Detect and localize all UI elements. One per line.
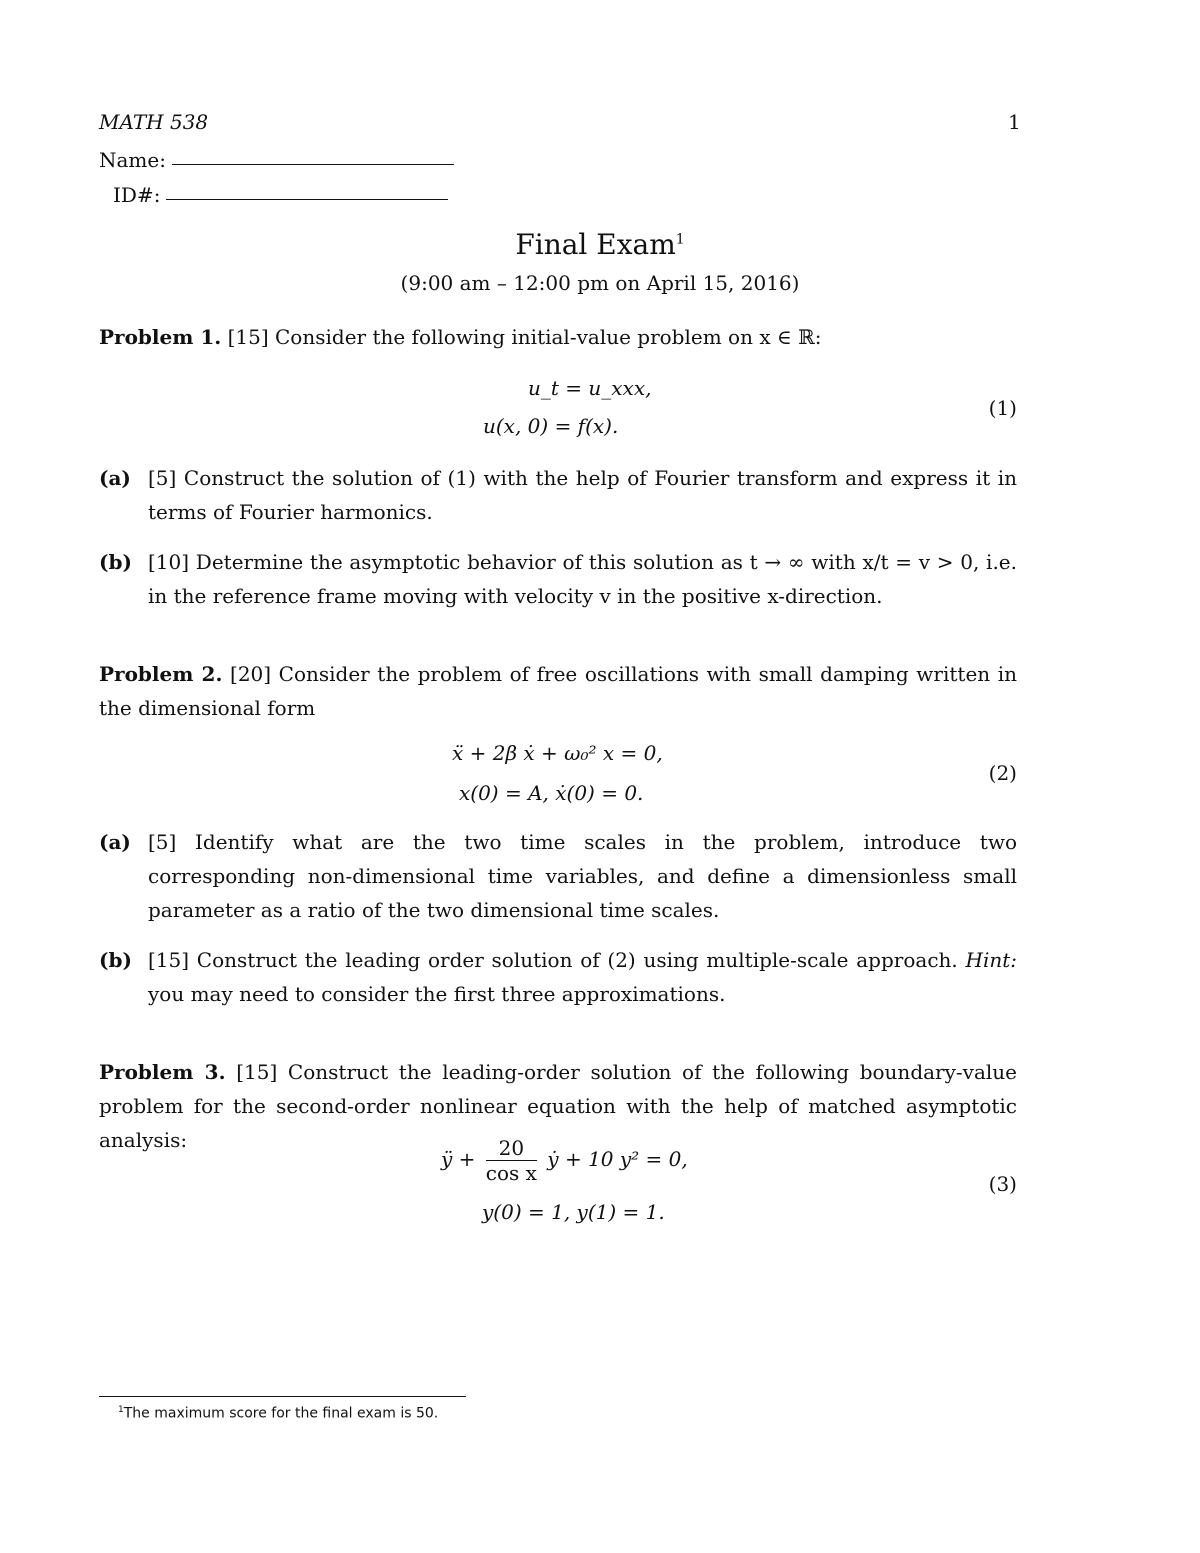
problem-1b-label: (b) <box>99 550 132 574</box>
problem-2a-text: [5] Identify what are the two time scales in the problem, introduce two corresponding non-dimensional time variables, and define a dimensionless small parameter as a ratio of the two dimensional time scales. <box>148 830 1017 922</box>
title-footnote-mark: 1 <box>675 231 685 248</box>
id-field <box>113 183 448 207</box>
problem-1-text: [15] Consider the following initial-value problem on x ∈ ℝ: <box>227 325 822 349</box>
title-text: Final Exam <box>515 228 676 261</box>
problem-2-intro <box>99 657 1017 725</box>
problem-1a-label: (a) <box>99 466 131 490</box>
name-label: Name: <box>99 148 166 172</box>
equation-3-fraction-denominator: cos x <box>485 1161 537 1185</box>
problem-2-heading: Problem 2. <box>99 662 223 686</box>
problem-1b <box>99 545 1017 613</box>
footnote-text: The maximum score for the final exam is 50. <box>123 1405 439 1422</box>
problem-2a <box>99 825 1017 927</box>
name-field <box>99 148 454 172</box>
equation-1-line-2: u(x, 0) = f(x). <box>483 414 619 438</box>
problem-1a-text: [5] Construct the solution of (1) with the help of Fourier transform and express it in terms of Fourier harmonics. <box>148 466 1017 524</box>
problem-1-heading: Problem 1. <box>99 325 222 349</box>
id-label: ID#: <box>113 183 161 207</box>
exam-subtitle: (9:00 am – 12:00 pm on April 15, 2016) <box>400 271 800 295</box>
problem-2b-label: (b) <box>99 948 132 972</box>
page-number: 1 <box>1008 110 1021 134</box>
problem-2b-text: [15] Construct the leading order solution of (2) using multiple-scale approach. <box>148 948 958 972</box>
problem-1a <box>99 461 1017 529</box>
problem-3-heading: Problem 3. <box>99 1060 226 1084</box>
equation-3 <box>0 1132 1200 1232</box>
problem-2a-label: (a) <box>99 830 131 854</box>
footnote-mark: 1 <box>118 1405 124 1415</box>
equation-2 <box>0 741 1200 811</box>
problem-1b-text: [10] Determine the asymptotic behavior of this solution as t → ∞ with x/t = v > 0, i.e. in the reference frame moving with velocity v in the positive x-direction. <box>148 550 1017 608</box>
id-blank-line <box>166 198 448 200</box>
course-header: MATH 538 <box>99 110 209 134</box>
footnote <box>118 1405 438 1422</box>
equation-3-number: (3) <box>988 1172 1017 1196</box>
problem-3-text: [15] Construct the leading-order solution of the following boundary-value problem for the second-order nonlinear equation with the help of matched asymptotic analysis: <box>99 1060 1017 1152</box>
exam-title <box>0 228 1200 261</box>
problem-1-intro <box>99 320 1017 354</box>
equation-3-fraction-numerator: 20 <box>486 1136 537 1161</box>
equation-1-number: (1) <box>988 396 1017 420</box>
equation-3-rhs: ẏ + 10 y² = 0, <box>547 1147 688 1171</box>
problem-2b-hint-label: Hint: <box>965 948 1018 972</box>
equation-3-line-1 <box>441 1136 688 1185</box>
equation-1-line-1: u_t = u_xxx, <box>528 376 652 400</box>
problem-2b-hint-text: you may need to consider the first three approximations. <box>148 982 726 1006</box>
problem-2-text: [20] Consider the problem of free oscillations with small damping written in the dimensional form <box>99 662 1018 720</box>
equation-1 <box>0 376 1200 446</box>
problem-2b <box>99 943 1017 1011</box>
equation-3-lhs: ÿ + <box>441 1147 476 1171</box>
footnote-rule <box>99 1396 466 1397</box>
equation-2-line-2: x(0) = A, ẋ(0) = 0. <box>459 781 644 805</box>
name-blank-line <box>172 163 454 165</box>
equation-2-line-1: ẍ + 2β ẋ + ω₀² x = 0, <box>452 741 663 765</box>
equation-3-fraction <box>486 1136 537 1185</box>
problem-2b-body <box>148 943 1017 1011</box>
equation-2-number: (2) <box>988 761 1017 785</box>
equation-3-line-2: y(0) = 1, y(1) = 1. <box>482 1200 665 1224</box>
